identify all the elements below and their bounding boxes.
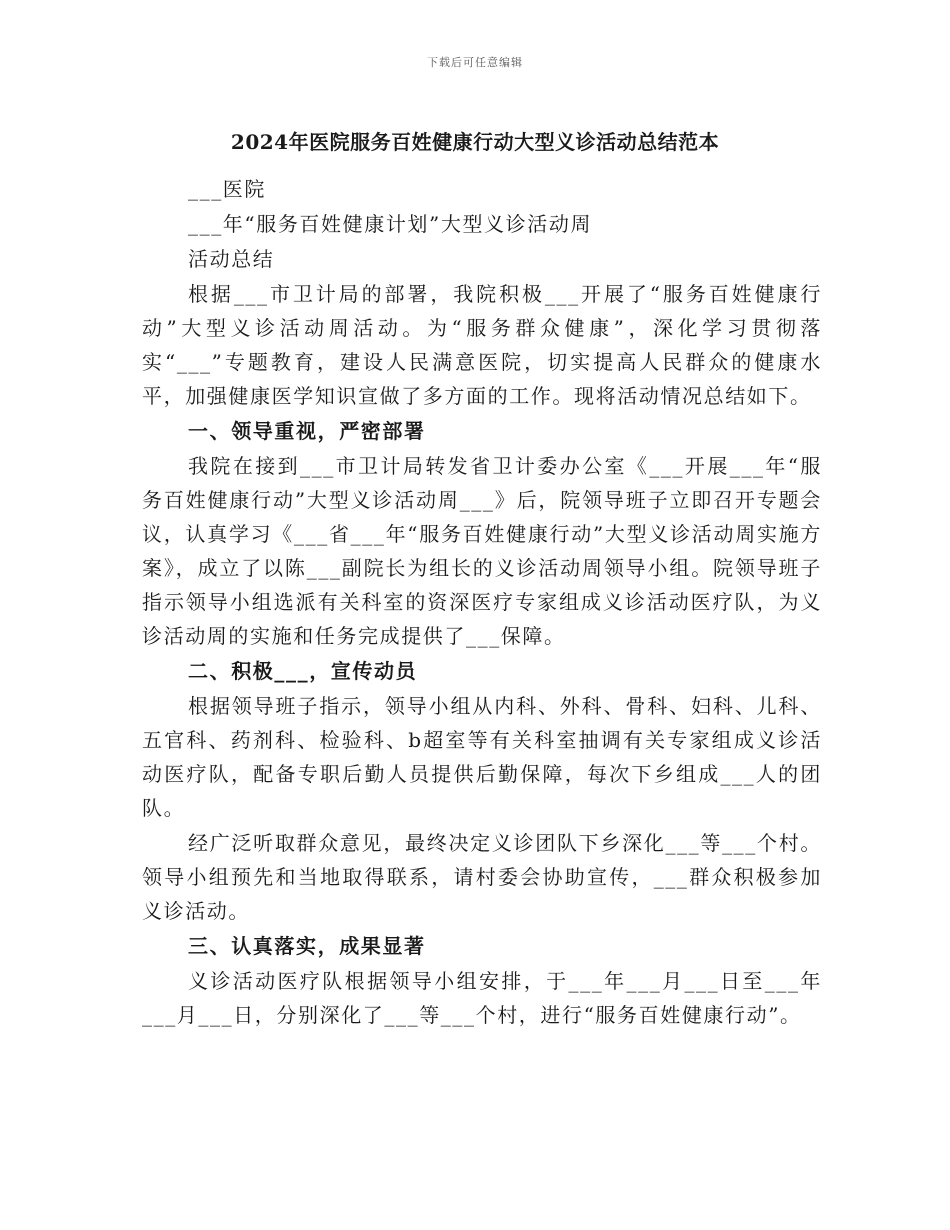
section-2-paragraph-2: 经广泛听取群众意见，最终决定义诊团队下乡深化___等___个村。领导小组预先和当地取得联系，请村委会协助宣传，___群众积极参加义诊活动。: [142, 831, 822, 923]
header-note: 下载后可任意编辑: [427, 56, 523, 69]
section-heading-2: 二、积极___，宣传动员: [188, 659, 418, 683]
section-3-paragraph: 义诊活动医疗队根据领导小组安排，于___年___月___日至___年___月___日，分别深化了___等___个村，进行“服务百姓健康行动”。: [142, 969, 822, 1027]
intro-paragraph: 根据___市卫计局的部署，我院积极___开展了“服务百姓健康行动”大型义诊活动周活动。为“服务群众健康”，深化学习贯彻落实“___”专题教育，建设人民满意医院，切实提高人民群众的健康水平，加强健康医学知识宣做了多方面的工作。现将活动情况总结如下。: [142, 282, 822, 408]
section-heading-1: 一、领导重视，严密部署: [188, 419, 426, 443]
summary-line: 活动总结: [188, 247, 275, 271]
document-body: [142, 172, 822, 1033]
hospital-line: ___医院: [188, 177, 266, 201]
section-2-paragraph-1: 根据领导班子指示，领导小组从内科、外科、骨科、妇科、儿科、五官科、药剂科、检验科、b超室等有关科室抽调有关专家组成义诊活动医疗队，配备专职后勤人员提供后勤保障，每次下乡组成___人的团队。: [142, 694, 822, 820]
section-1-paragraph: 我院在接到___市卫计局转发省卫计委办公室《___开展___年“服务百姓健康行动”大型义诊活动周___》后，院领导班子立即召开专题会议，认真学习《___省___年“服务百姓健康行动”大型义诊活动周实施方案》，成立了以陈___副院长为组长的义诊活动周领导小组。院领导班子指示领导小组选派有关科室的资深医疗专家组成义诊活动医疗队，为义诊活动周的实施和任务完成提供了___保障。: [142, 454, 822, 648]
document-title: 2024年医院服务百姓健康行动大型义诊活动总结范本: [230, 130, 720, 154]
section-heading-3: 三、认真落实，成果显著: [188, 934, 426, 958]
event-line: ___年“服务百姓健康计划”大型义诊活动周: [188, 212, 593, 236]
